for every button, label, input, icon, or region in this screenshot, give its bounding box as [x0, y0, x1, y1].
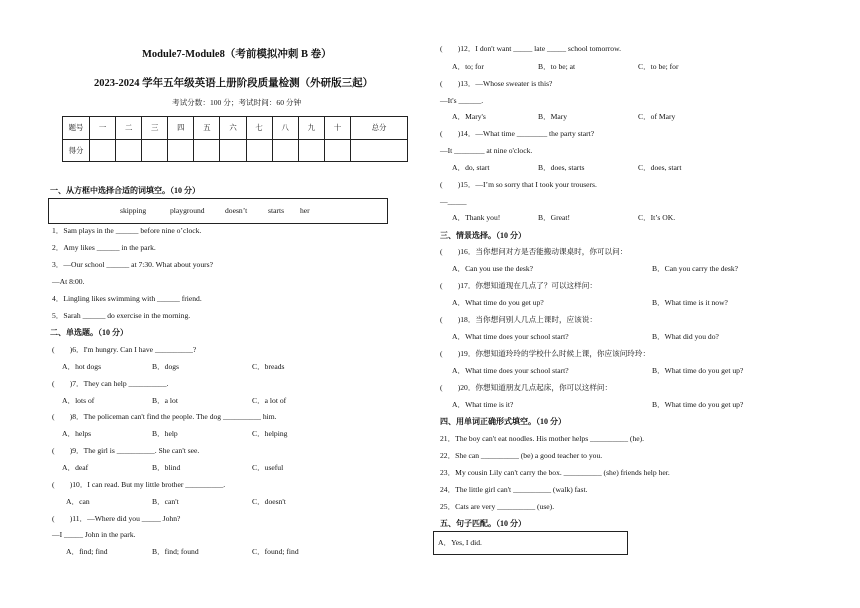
fill-item: 5．Sarah ______ do exercise in the morning. — [52, 311, 191, 320]
score-cell: 总分 — [351, 117, 408, 140]
fill-item: 22．She can __________ (be) a good teacher to you. — [440, 451, 603, 460]
option-b[interactable]: B．What did you do? — [652, 332, 719, 341]
score-input-cell[interactable] — [116, 139, 142, 162]
score-input-cell[interactable] — [324, 139, 350, 162]
option-c[interactable]: C．of Mary — [638, 112, 676, 121]
option-c[interactable]: C．It’s OK. — [638, 213, 676, 222]
word-bank-word: playground — [170, 206, 205, 215]
score-cell: 题号 — [63, 117, 90, 140]
score-table-score-row — [63, 139, 408, 162]
question-stem-line-2: —I _____ John in the park. — [52, 530, 136, 539]
fill-item: 2．Amy likes ______ in the park. — [52, 243, 156, 252]
option-b[interactable]: B．does, starts — [538, 163, 585, 172]
fill-item: 3．—Our school ______ at 7:30. What about yours? — [52, 260, 213, 269]
option-b[interactable]: B．to be; at — [538, 62, 576, 71]
question-stem: ( )7．They can help __________. — [52, 379, 169, 388]
fill-item: 1．Sam plays in the ______ before nine o’clock. — [52, 226, 202, 235]
title-line-1: Module7-Module8（考前模拟冲刺 B 卷） — [142, 49, 332, 60]
score-input-cell[interactable] — [351, 139, 408, 162]
option-c[interactable]: C．doesn't — [252, 497, 286, 506]
option-b[interactable]: B．help — [152, 429, 178, 438]
option-c[interactable]: C．breads — [252, 362, 285, 371]
question-stem: ( )13．—Whose sweater is this? — [440, 79, 553, 88]
section-4-heading: 四、用单词正确形式填空。（10 分） — [440, 417, 566, 426]
option-b[interactable]: B．blind — [152, 463, 181, 472]
question-stem-line-2: —It ________ at nine o'clock. — [440, 146, 533, 155]
fill-item: 4．Lingling likes swimming with ______ friend. — [52, 294, 202, 303]
title-line-2: 2023-2024 学年五年级英语上册阶段质量检测（外研版三起） — [94, 78, 374, 89]
match-option-text: A．Yes, I did. — [438, 538, 482, 547]
score-cell: 六 — [220, 117, 246, 140]
score-cell: 九 — [298, 117, 324, 140]
option-b[interactable]: B．Mary — [538, 112, 568, 121]
question-stem: ( )20．你想知道朋友几点起床，你可以这样问： — [440, 383, 613, 392]
option-c[interactable]: C．does, start — [638, 163, 682, 172]
option-a[interactable]: A．What time is it? — [452, 400, 514, 409]
score-cell: 十 — [324, 117, 350, 140]
score-table-header-row — [63, 117, 408, 140]
question-stem: ( )14．—What time ________ the party start? — [440, 129, 595, 138]
option-c[interactable]: C．a lot of — [252, 396, 287, 405]
question-stem-line-2: —_____ — [440, 197, 467, 206]
question-stem: ( )15．—I’m so sorry that I took your trousers. — [440, 180, 597, 189]
score-table — [62, 116, 408, 162]
fill-item: 21．The boy can't eat noodles. His mother helps __________ (he). — [440, 434, 645, 443]
word-bank-word: skipping — [120, 206, 147, 215]
option-b[interactable]: B．Great! — [538, 213, 571, 222]
question-stem: ( )17．你想知道现在几点了？可以这样问： — [440, 281, 597, 290]
option-a[interactable]: A．can — [66, 497, 90, 506]
word-bank-word: doesn’t — [225, 206, 248, 215]
word-bank-word: her — [300, 206, 310, 215]
section-1-heading: 一、从方框中选择合适的词填空。（10 分） — [50, 186, 200, 195]
question-stem: ( )19．你想知道玲玲的学校什么时候上课，你应该问玲玲： — [440, 349, 651, 358]
option-b[interactable]: B．Can you carry the desk? — [652, 264, 739, 273]
option-c[interactable]: C．useful — [252, 463, 284, 472]
question-stem: ( )16．当你想问对方是否能搬动课桌时，你可以问： — [440, 247, 628, 256]
score-cell: 一 — [90, 117, 116, 140]
score-cell: 二 — [116, 117, 142, 140]
option-a[interactable]: A．What time does your school start? — [452, 332, 569, 341]
question-stem: ( )11．—Where did you _____ John? — [52, 514, 181, 523]
option-a[interactable]: A．What time does your school start? — [452, 366, 569, 375]
score-input-cell[interactable] — [90, 139, 116, 162]
option-a[interactable]: A．find; find — [66, 547, 108, 556]
score-input-cell[interactable] — [194, 139, 220, 162]
question-stem: ( )8．The policeman can't find the people. The dog __________ him. — [52, 412, 277, 421]
option-a[interactable]: A．hot dogs — [62, 362, 102, 371]
fill-item: 25．Cats are very __________ (use). — [440, 502, 555, 511]
score-cell: 四 — [168, 117, 194, 140]
score-cell: 五 — [194, 117, 220, 140]
option-b[interactable]: B．a lot — [152, 396, 178, 405]
exam-info: 考试分数：100 分；考试时间：60 分钟 — [172, 98, 302, 107]
option-a[interactable]: A．Mary's — [452, 112, 486, 121]
fill-item: 23．My cousin Lily can't carry the box. __________ (she) friends help her. — [440, 468, 670, 477]
score-input-cell[interactable] — [272, 139, 298, 162]
fill-item: —At 8:00. — [52, 277, 85, 286]
option-a[interactable]: A．lots of — [62, 396, 95, 405]
section-3-heading: 三、情景选择。（10 分） — [440, 231, 526, 240]
score-cell: 三 — [142, 117, 168, 140]
score-input-cell[interactable] — [298, 139, 324, 162]
option-b[interactable]: B．can't — [152, 497, 179, 506]
score-cell: 得分 — [63, 139, 90, 162]
option-a[interactable]: A．deaf — [62, 463, 89, 472]
fill-item: 24．The little girl can't __________ (walk) fast. — [440, 485, 588, 494]
option-a[interactable]: A．Can you use the desk? — [452, 264, 533, 273]
option-a[interactable]: A．to; for — [452, 62, 484, 71]
option-b[interactable]: B．What time is it now? — [652, 298, 728, 307]
option-b[interactable]: B．dogs — [152, 362, 180, 371]
question-stem: ( )10．I can read. But my little brother __________. — [52, 480, 226, 489]
section-5-heading: 五、句子匹配。（10 分） — [440, 519, 526, 528]
question-stem: ( )12．I don't want _____ late _____ school tomorrow. — [440, 44, 621, 53]
option-c[interactable]: C．to be; for — [638, 62, 679, 71]
score-input-cell[interactable] — [246, 139, 272, 162]
question-stem: ( )6．I'm hungry. Can I have __________? — [52, 345, 197, 354]
question-stem-line-2: —It's ______. — [440, 96, 484, 105]
score-cell: 七 — [246, 117, 272, 140]
option-c[interactable]: C．found; find — [252, 547, 299, 556]
score-input-cell[interactable] — [168, 139, 194, 162]
score-input-cell[interactable] — [142, 139, 168, 162]
score-cell: 八 — [272, 117, 298, 140]
option-b[interactable]: B．find; found — [152, 547, 199, 556]
word-bank-box — [48, 198, 388, 224]
score-input-cell[interactable] — [220, 139, 246, 162]
section-2-heading: 二、单选题。（10 分） — [50, 328, 128, 337]
option-a[interactable]: A．Thank you! — [452, 213, 501, 222]
option-a[interactable]: A．helps — [62, 429, 92, 438]
option-a[interactable]: A．What time do you get up? — [452, 298, 544, 307]
word-bank-word: starts — [268, 206, 285, 215]
option-c[interactable]: C．helping — [252, 429, 288, 438]
question-stem: ( )9．The girl is __________. She can't see. — [52, 446, 200, 455]
option-a[interactable]: A．do, start — [452, 163, 490, 172]
option-b[interactable]: B．What time do you get up? — [652, 366, 744, 375]
question-stem: ( )18．当你想问别人几点上课时，应该说： — [440, 315, 597, 324]
option-b[interactable]: B．What time do you get up? — [652, 400, 744, 409]
